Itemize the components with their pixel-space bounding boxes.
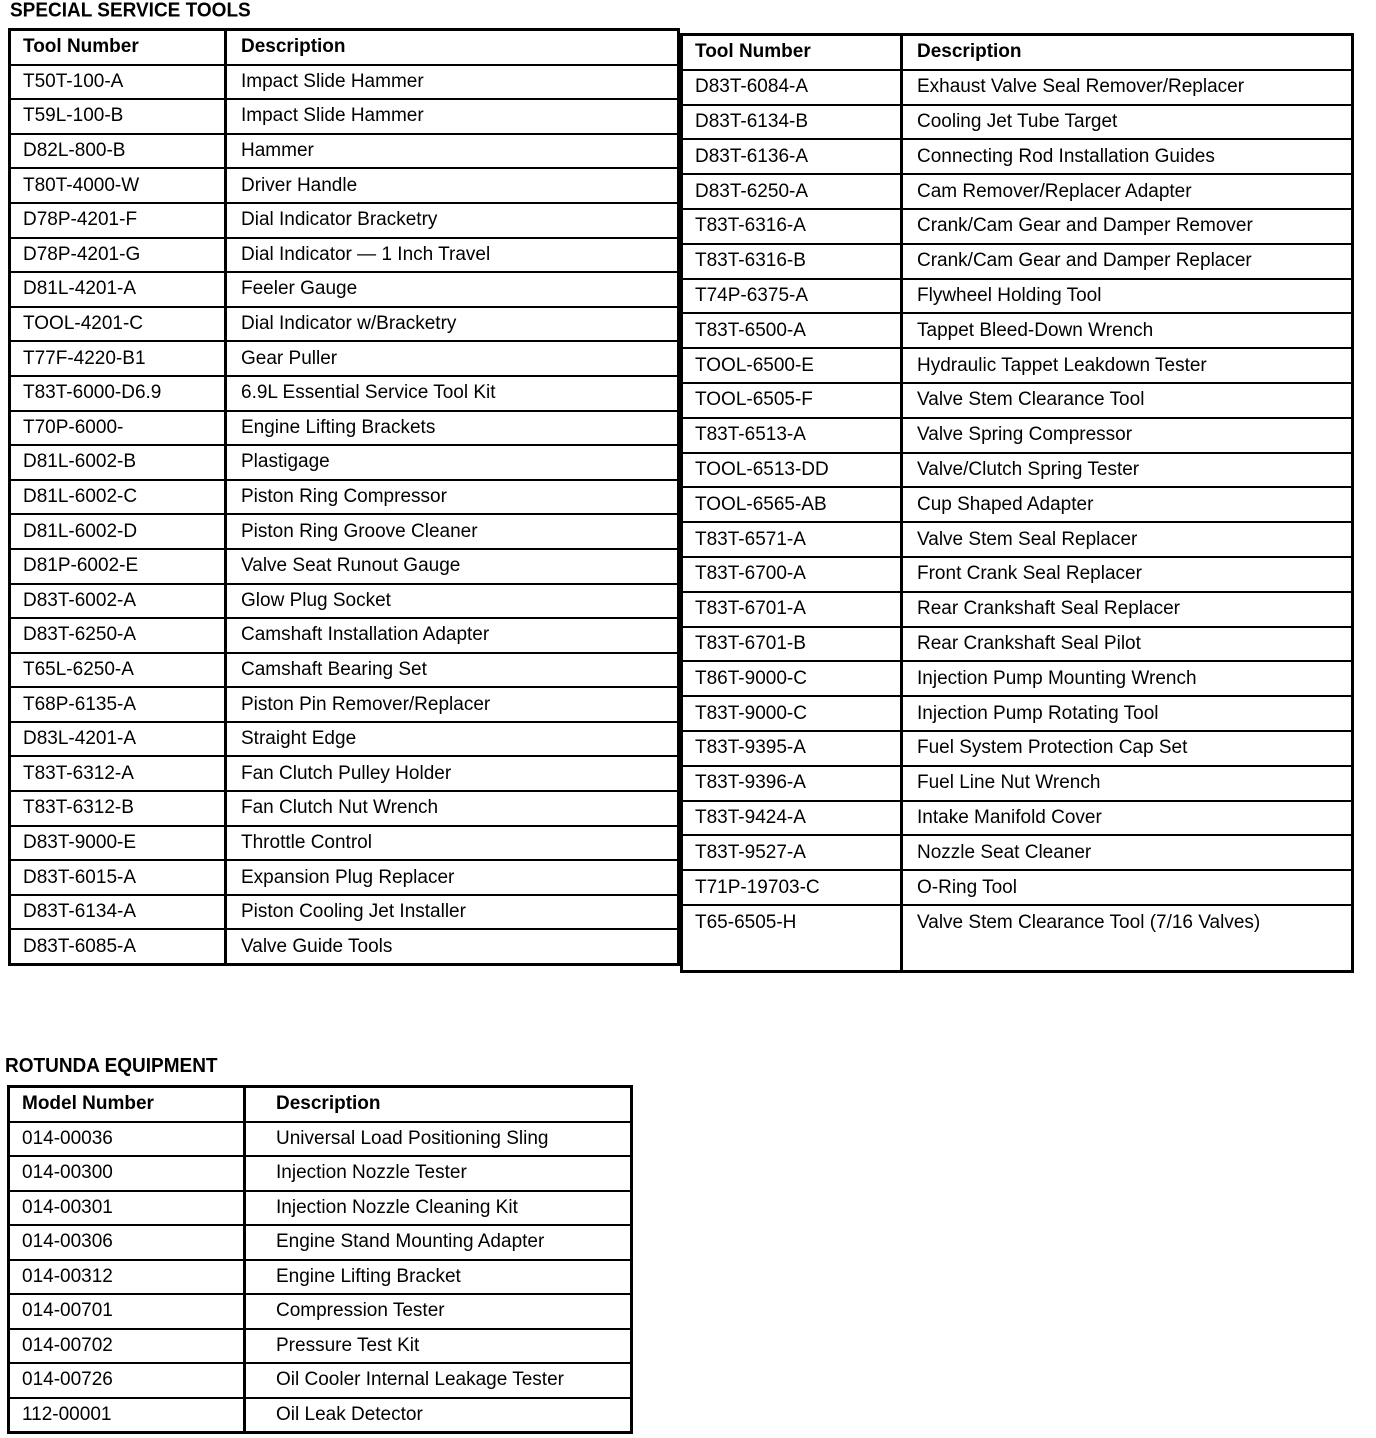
table-row [682,174,1353,209]
description-header: Description [241,36,346,58]
part-number-cell: T65-6505-H [682,905,902,972]
rotunda-equipment-title: ROTUNDA EQUIPMENT [5,1055,218,1078]
description-cell: Camshaft Bearing Set [226,653,679,688]
table-row [10,307,679,342]
part-number-cell: T83T-6000-D6.9 [10,376,226,411]
special-service-tools-table-right [680,33,1354,973]
table-row [10,272,679,307]
table-row [9,1122,632,1157]
part-number-cell: T83T-9424-A [682,801,902,836]
part-number-cell: D83T-6250-A [682,174,902,209]
description-cell: Cup Shaped Adapter [902,487,1353,522]
table-row [10,722,679,757]
description-cell: Dial Indicator w/Bracketry [226,307,679,342]
description-cell: Valve Stem Clearance Tool (7/16 Valves) [902,905,1353,972]
table-row [682,139,1353,174]
part-number-cell: T74P-6375-A [682,279,902,314]
description-cell: Hydraulic Tappet Leakdown Tester [902,348,1353,383]
description-header: Description [917,41,1022,63]
description-cell: Piston Pin Remover/Replacer [226,687,679,722]
part-number-cell: D81L-6002-D [10,514,226,549]
description-cell: Nozzle Seat Cleaner [902,835,1353,870]
table-row [10,99,679,134]
table-row [10,134,679,169]
description-cell: Plastigage [226,445,679,480]
description-cell: Valve Spring Compressor [902,418,1353,453]
description-cell: Camshaft Installation Adapter [226,618,679,653]
part-number-cell: D83L-4201-A [10,722,226,757]
part-number-cell: T59L-100-B [10,99,226,134]
table-row [682,279,1353,314]
part-number-cell: T86T-9000-C [682,661,902,696]
table-row [682,453,1353,488]
part-number-cell: T80T-4000-W [10,168,226,203]
description-cell: Valve/Clutch Spring Tester [902,453,1353,488]
table-row [10,411,679,446]
part-number-cell: D83T-6015-A [10,860,226,895]
part-number-cell: 014-00300 [9,1156,245,1191]
table-row [9,1225,632,1260]
description-cell: Engine Lifting Bracket [245,1260,632,1295]
table-row [10,168,679,203]
description-cell: Glow Plug Socket [226,584,679,619]
part-number-cell: T83T-6701-A [682,592,902,627]
description-cell: Flywheel Holding Tool [902,279,1353,314]
table-row [9,1191,632,1226]
table-header-row [10,30,679,65]
table-row [682,766,1353,801]
part-number-cell: T83T-9396-A [682,766,902,801]
part-number-cell: T71P-19703-C [682,870,902,905]
part-number-cell: D83T-6084-A [682,70,902,105]
part-number-cell: T83T-6701-B [682,627,902,662]
part-number-cell: 014-00301 [9,1191,245,1226]
table-row [682,905,1353,972]
description-cell: Valve Seat Runout Gauge [226,549,679,584]
table-row [10,445,679,480]
part-number-cell: D81L-6002-B [10,445,226,480]
table-row [10,549,679,584]
table-row [10,514,679,549]
part-number-cell: D81L-4201-A [10,272,226,307]
part-number-cell: D83T-6136-A [682,139,902,174]
part-number-cell: T83T-6312-B [10,791,226,826]
table-row [682,557,1353,592]
description-cell: Impact Slide Hammer [226,99,679,134]
description-cell: Valve Stem Clearance Tool [902,383,1353,418]
table-row [682,418,1353,453]
table-row [10,756,679,791]
table-row [9,1156,632,1191]
description-cell: Engine Stand Mounting Adapter [245,1225,632,1260]
part-number-cell: D83T-6085-A [10,929,226,964]
description-cell: Cooling Jet Tube Target [902,105,1353,140]
part-number-cell: T83T-9395-A [682,731,902,766]
description-cell: Injection Nozzle Cleaning Kit [245,1191,632,1226]
part-number-cell: D83T-6002-A [10,584,226,619]
part-number-cell: TOOL-6505-F [682,383,902,418]
part-number-cell: D83T-6250-A [10,618,226,653]
table-header-row [682,35,1353,70]
special-service-tools-title: SPECIAL SERVICE TOOLS [10,0,251,22]
part-number-cell: T65L-6250-A [10,653,226,688]
description-cell: Compression Tester [245,1294,632,1329]
table-row [682,209,1353,244]
description-cell: O-Ring Tool [902,870,1353,905]
description-cell: Fuel System Protection Cap Set [902,731,1353,766]
description-cell: Valve Guide Tools [226,929,679,964]
table-row [682,348,1353,383]
part-number-cell: T68P-6135-A [10,687,226,722]
description-cell: Universal Load Positioning Sling [245,1122,632,1157]
table-row [9,1398,632,1433]
rotunda-equipment-table [7,1085,633,1434]
part-number-cell: TOOL-6565-AB [682,487,902,522]
table-row [9,1363,632,1398]
description-cell: Oil Leak Detector [245,1398,632,1433]
description-cell: Injection Nozzle Tester [245,1156,632,1191]
table-row [10,480,679,515]
table-row [682,522,1353,557]
part-number-cell: TOOL-4201-C [10,307,226,342]
description-cell: 6.9L Essential Service Tool Kit [226,376,679,411]
part-number-cell: D78P-4201-G [10,238,226,273]
part-number-cell: T83T-6316-A [682,209,902,244]
description-cell: Crank/Cam Gear and Damper Remover [902,209,1353,244]
part-number-cell: T83T-6513-A [682,418,902,453]
table-row [10,238,679,273]
part-number-cell: 014-00036 [9,1122,245,1157]
description-cell: Tappet Bleed-Down Wrench [902,313,1353,348]
table-row [10,653,679,688]
description-cell: Fan Clutch Pulley Holder [226,756,679,791]
part-number-cell: 014-00702 [9,1329,245,1364]
special-service-tools-table-left [8,28,680,966]
part-number-cell: D82L-800-B [10,134,226,169]
table-row [10,929,679,964]
description-cell: Piston Ring Compressor [226,480,679,515]
description-cell: Driver Handle [226,168,679,203]
part-number-cell: 014-00701 [9,1294,245,1329]
description-cell: Dial Indicator Bracketry [226,203,679,238]
part-number-cell: T83T-6316-B [682,244,902,279]
table-row [9,1260,632,1295]
part-number-cell: T83T-6312-A [10,756,226,791]
description-cell: Straight Edge [226,722,679,757]
description-cell: Dial Indicator — 1 Inch Travel [226,238,679,273]
table-row [682,696,1353,731]
table-row [10,618,679,653]
table-row [10,791,679,826]
description-cell: Rear Crankshaft Seal Replacer [902,592,1353,627]
description-header: Description [276,1093,381,1115]
description-cell: Gear Puller [226,341,679,376]
table-row [10,687,679,722]
description-cell: Exhaust Valve Seal Remover/Replacer [902,70,1353,105]
part-number-cell: D83T-9000-E [10,826,226,861]
part-number-cell: 112-00001 [9,1398,245,1433]
table-row [9,1329,632,1364]
part-number-cell: T70P-6000- [10,411,226,446]
table-row [682,487,1353,522]
description-cell: Oil Cooler Internal Leakage Tester [245,1363,632,1398]
table-row [682,70,1353,105]
table-row [10,860,679,895]
part-number-cell: T50T-100-A [10,65,226,100]
table-row [10,65,679,100]
table-row [682,835,1353,870]
part-number-cell: D83T-6134-A [10,895,226,930]
table-row [10,341,679,376]
description-cell: Fuel Line Nut Wrench [902,766,1353,801]
table-row [682,592,1353,627]
part-number-cell: T83T-6571-A [682,522,902,557]
table-row [682,870,1353,905]
table-row [10,376,679,411]
part-number-cell: D78P-4201-F [10,203,226,238]
part-number-cell: T83T-6700-A [682,557,902,592]
description-cell: Expansion Plug Replacer [226,860,679,895]
table-row [10,895,679,930]
description-cell: Hammer [226,134,679,169]
description-cell: Rear Crankshaft Seal Pilot [902,627,1353,662]
table-row [9,1294,632,1329]
part-number-cell: T83T-6500-A [682,313,902,348]
description-cell: Throttle Control [226,826,679,861]
tool-number-header: Tool Number [10,30,226,65]
tool-number-header: Tool Number [682,35,902,70]
part-number-cell: TOOL-6513-DD [682,453,902,488]
part-number-cell: 014-00726 [9,1363,245,1398]
description-cell: Injection Pump Rotating Tool [902,696,1353,731]
description-cell: Valve Stem Seal Replacer [902,522,1353,557]
table-row [682,244,1353,279]
table-row [10,826,679,861]
table-row [682,383,1353,418]
part-number-cell: T83T-9000-C [682,696,902,731]
part-number-cell: 014-00312 [9,1260,245,1295]
description-cell: Fan Clutch Nut Wrench [226,791,679,826]
table-row [682,313,1353,348]
description-cell: Intake Manifold Cover [902,801,1353,836]
part-number-cell: T77F-4220-B1 [10,341,226,376]
description-cell: Front Crank Seal Replacer [902,557,1353,592]
description-cell: Crank/Cam Gear and Damper Replacer [902,244,1353,279]
part-number-cell: TOOL-6500-E [682,348,902,383]
table-row [682,801,1353,836]
description-cell: Cam Remover/Replacer Adapter [902,174,1353,209]
table-row [682,661,1353,696]
table-row [10,584,679,619]
description-cell: Pressure Test Kit [245,1329,632,1364]
description-cell: Feeler Gauge [226,272,679,307]
description-cell: Connecting Rod Installation Guides [902,139,1353,174]
part-number-cell: T83T-9527-A [682,835,902,870]
description-cell: Injection Pump Mounting Wrench [902,661,1353,696]
table-row [682,731,1353,766]
part-number-cell: D83T-6134-B [682,105,902,140]
table-row [682,105,1353,140]
model-number-header: Model Number [9,1087,245,1122]
description-cell: Piston Ring Groove Cleaner [226,514,679,549]
description-cell: Impact Slide Hammer [226,65,679,100]
part-number-cell: D81L-6002-C [10,480,226,515]
part-number-cell: D81P-6002-E [10,549,226,584]
table-header-row [9,1087,632,1122]
description-cell: Engine Lifting Brackets [226,411,679,446]
description-cell: Piston Cooling Jet Installer [226,895,679,930]
table-row [682,627,1353,662]
table-row [10,203,679,238]
part-number-cell: 014-00306 [9,1225,245,1260]
